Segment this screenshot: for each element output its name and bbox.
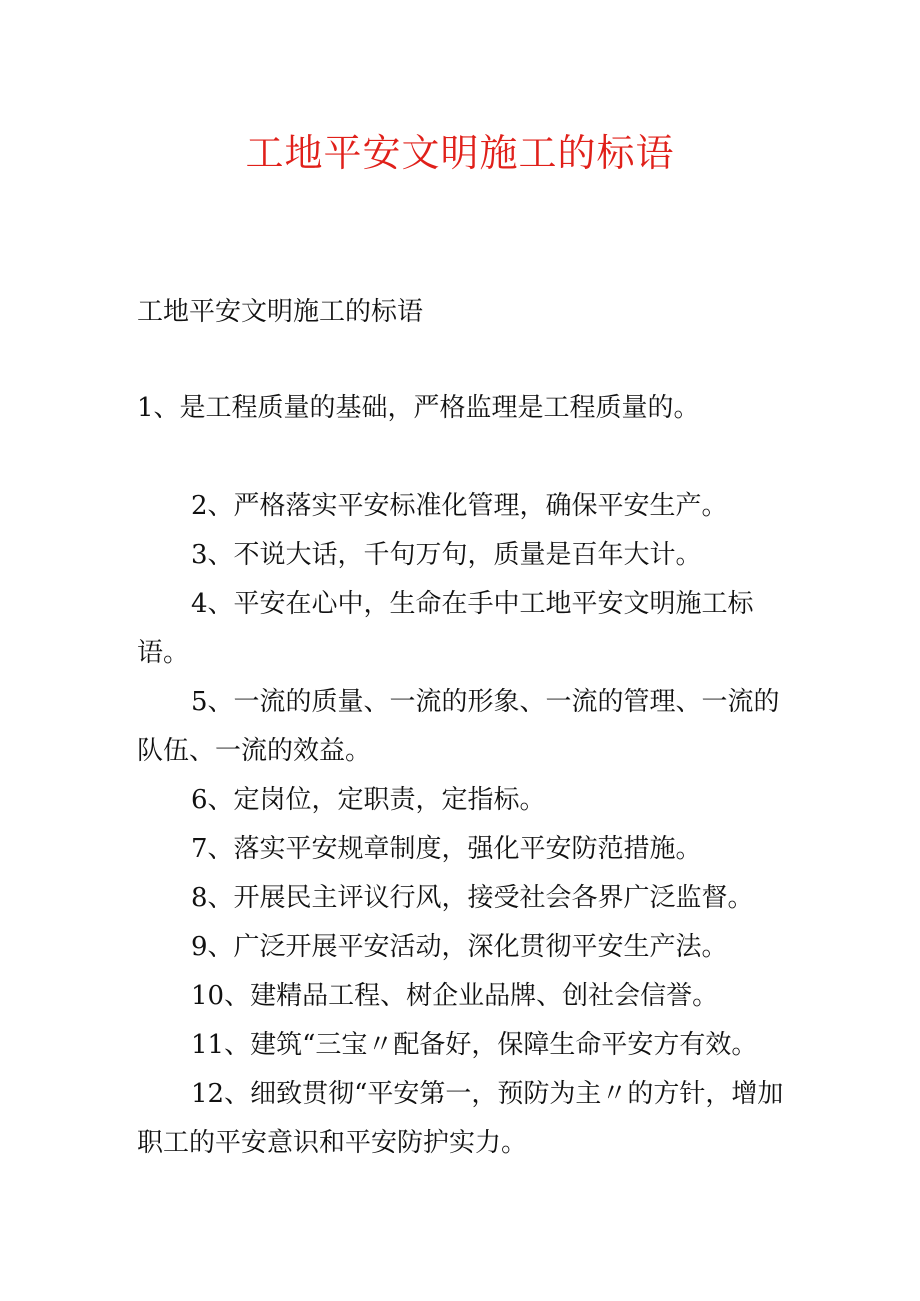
slogan-item-7: 7、落实平安规章制度，强化平安防范措施。 [191, 834, 702, 864]
slogan-item-11: 11、建筑“三宝〃配备好，保障生命平安方有效。 [191, 1030, 758, 1060]
slogan-item-4: 4、平安在心中，生命在手中工地平安文明施工标语。 [137, 589, 754, 668]
slogan-item-2: 2、严格落实平安标准化管理，确保平安生产。 [191, 491, 728, 521]
slogan-item-3: 3、不说大话，千句万句，质量是百年大计。 [191, 540, 702, 570]
slogan-item-5: 5、一流的质量、一流的形象、一流的管理、一流的队伍、一流的效益。 [137, 687, 780, 766]
slogan-item-6: 6、定岗位，定职责，定指标。 [191, 785, 546, 815]
slogan-item-9: 9、广泛开展平安活动，深化贯彻平安生产法。 [191, 932, 728, 962]
document-title: 工地平安文明施工的标语 [245, 131, 675, 175]
slogan-item-1: 1、是工程质量的基础，严格监理是工程质量的。 [137, 393, 700, 423]
slogan-list [137, 482, 802, 1168]
slogan-item-10: 10、建精品工程、树企业品牌、创社会信誉。 [191, 981, 719, 1011]
slogan-item-8: 8、开展民主评议行风，接受社会各界广泛监督。 [191, 883, 754, 913]
slogan-item-12: 12、细致贯彻“平安第一，预防为主〃的方针，增加职工的平安意识和平安防护实力。 [137, 1079, 784, 1158]
document-subtitle: 工地平安文明施工的标语 [137, 297, 424, 327]
